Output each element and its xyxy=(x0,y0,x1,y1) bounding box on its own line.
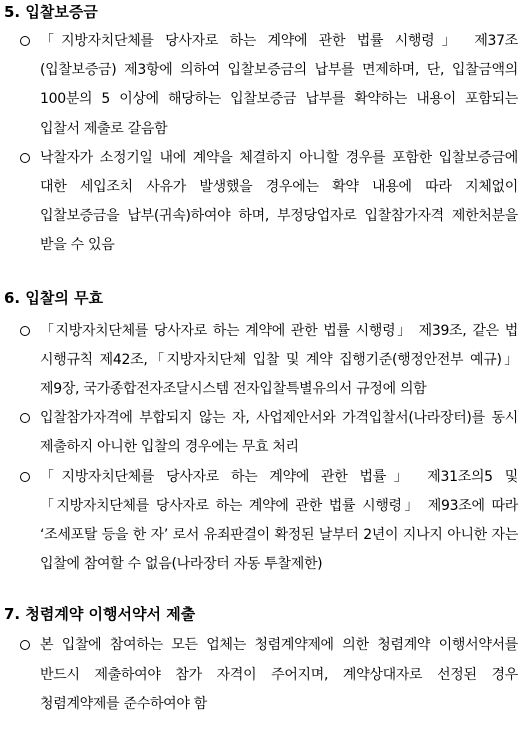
hollow-circle-bullet-icon xyxy=(20,153,30,163)
hollow-circle-bullet-icon xyxy=(20,326,30,336)
section-7-title: 7. 청렴계약 이행서약서 제출 xyxy=(4,605,196,624)
item-text: 「지방자치단체를 당사자로 하는 계약에 관한 법률」 제31조의5 및 「지방자치단체를 당사자로 하는 계약에 관한 법률 시행령」 제93조에 따라 ‘조세포탈 등을 한 자’ 로서 유죄판결이 확정된 날부터 2년이 지나지 아니한 자는 입찰에 참여할 수 없음(나라장터 자동 투찰제한) xyxy=(40,468,518,573)
item-text: 본 입찰에 참여하는 모든 업체는 청렴계약제에 의한 청렴계약 이행서약서를 반드시 제출하여야 참가 자격이 주어지며, 계약상대자로 선정된 경우 청렴계약제를 준수하여야 함 xyxy=(40,637,518,712)
item-text: 입찰참가자격에 부합되지 않는 자, 사업제안서와 가격입찰서(나라장터)를 동시 제출하지 아니한 입찰의 경우에는 무효 처리 xyxy=(40,410,518,456)
list-item xyxy=(4,463,522,580)
section-5-title: 5. 입찰보증금 xyxy=(4,3,98,21)
list-item xyxy=(4,27,522,144)
hollow-circle-bullet-icon xyxy=(20,472,30,482)
item-text: 「지방자치단체를 당사자로 하는 계약에 관한 법률 시행령」 제39조, 같은 법 시행규칙 제42조,「지방자치단체 입찰 및 계약 집행기준(행정안전부 예규)」 제9장, 국가종합전자조달시스템 전자입찰특별유의서 규정에 의함 xyxy=(40,322,518,398)
list-item xyxy=(4,144,522,261)
list-item xyxy=(4,317,522,405)
hollow-circle-bullet-icon xyxy=(20,640,30,650)
hollow-circle-bullet-icon xyxy=(20,413,30,423)
item-text: 낙찰자가 소정기일 내에 계약을 체결하지 아니할 경우를 포함한 입찰보증금에 대한 세입조치 사유가 발생했을 경우에는 확약 내용에 따라 지체없이 입찰보증금을 납부(귀속)하여야 하며, 부정당업자로 입찰참가자격 제한처분을 받을 수 있음 xyxy=(40,149,518,254)
hollow-circle-bullet-icon xyxy=(20,36,30,46)
item-text: 「지방자치단체를 당사자로 하는 계약에 관한 법률 시행령」 제37조(입찰보증금) 제3항에 의하여 입찰보증금의 납부를 면제하며, 단, 입찰금액의 100분의 5 이상에 해당하는 입찰보증금 납부를 확약하는 내용이 포함되는 입찰서 제출로 갈음함 xyxy=(40,33,518,137)
section-6-title: 6. 입찰의 무효 xyxy=(4,288,104,307)
list-item xyxy=(4,404,522,462)
list-item xyxy=(4,631,522,719)
